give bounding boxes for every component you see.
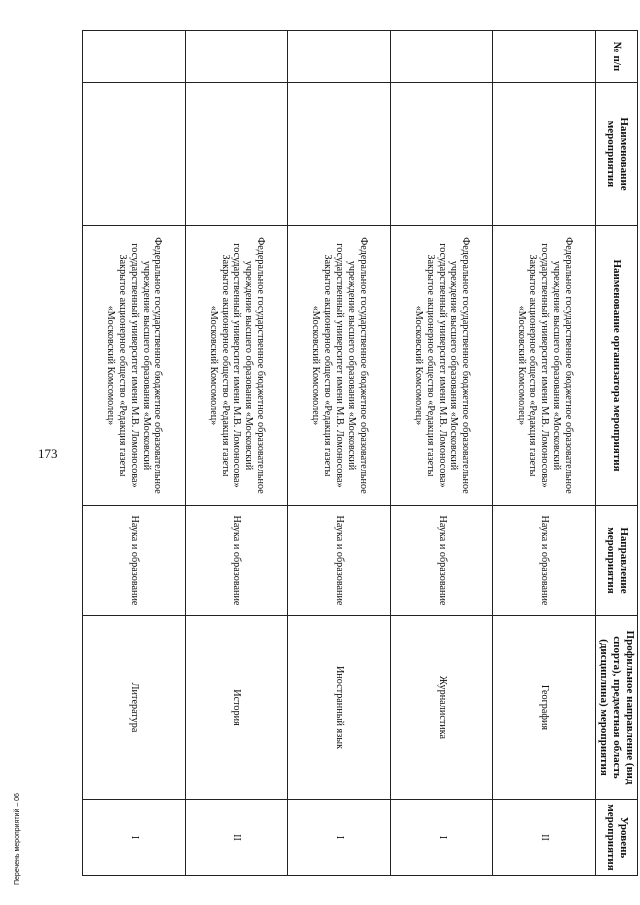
events-table [82,30,638,876]
header-direction: Направление мероприятия [596,506,638,616]
table-row [185,31,288,876]
cell-direction: Наука и образование [288,506,391,616]
cell-event-name [185,83,288,226]
cell-event-name [493,83,596,226]
cell-subject: География [493,616,596,800]
header-subject: Профильное направление (вид спорта), предметная область (дисциплина) мероприятия [596,616,638,800]
cell-direction: Наука и образование [83,506,186,616]
table-row [493,31,596,876]
cell-event-name [288,83,391,226]
page-number: 173 [38,446,58,461]
header-event-name: Наименование мероприятия [596,83,638,226]
cell-event-name [83,83,186,226]
cell-organizer: Федеральное государственное бюджетное образовательное учреждение высшего образования «Московский государственный университет имени М.В. Ломоносова» Закрытое акционерное общество «Редакция газеты «Московский Комсомолец» [83,226,186,506]
cell-number [185,31,288,83]
cell-level: II [185,800,288,876]
table-row [83,31,186,876]
table-row [288,31,391,876]
cell-subject: Иностранный язык [288,616,391,800]
cell-organizer: Федеральное государственное бюджетное образовательное учреждение высшего образования «Московский государственный университет имени М.В. Ломоносова» Закрытое акционерное общество «Редакция газеты «Московский Комсомолец» [493,226,596,506]
cell-organizer: Федеральное государственное бюджетное образовательное учреждение высшего образования «Московский государственный университет имени М.В. Ломоносова» Закрытое акционерное общество «Редакция газеты «Московский Комсомолец» [288,226,391,506]
cell-subject: Литература [83,616,186,800]
cell-event-name [390,83,493,226]
header-number: № п/п [596,31,638,83]
header-organizer: Наименование организатора мероприятия [596,226,638,506]
cell-direction: Наука и образование [493,506,596,616]
cell-level: I [288,800,391,876]
cell-number [493,31,596,83]
cell-direction: Наука и образование [185,506,288,616]
cell-level: II [493,800,596,876]
header-level: Уровень мероприятия [596,800,638,876]
cell-organizer: Федеральное государственное бюджетное образовательное учреждение высшего образования «Московский государственный университет имени М.В. Ломоносова» Закрытое акционерное общество «Редакция газеты «Московский Комсомолец» [185,226,288,506]
table-row [390,31,493,876]
cell-organizer: Федеральное государственное бюджетное образовательное учреждение высшего образования «Московский государственный университет имени М.В. Ломоносова» Закрытое акционерное общество «Редакция газеты «Московский Комсомолец» [390,226,493,506]
cell-subject: История [185,616,288,800]
cell-level: I [390,800,493,876]
table-header-row [596,31,638,876]
cell-level: I [83,800,186,876]
cell-number [83,31,186,83]
cell-number [288,31,391,83]
document-footer: Перечень мероприятий – 06 [14,793,21,885]
rotated-table-wrapper [82,30,638,875]
cell-number [390,31,493,83]
cell-subject: Журналистика [390,616,493,800]
cell-direction: Наука и образование [390,506,493,616]
